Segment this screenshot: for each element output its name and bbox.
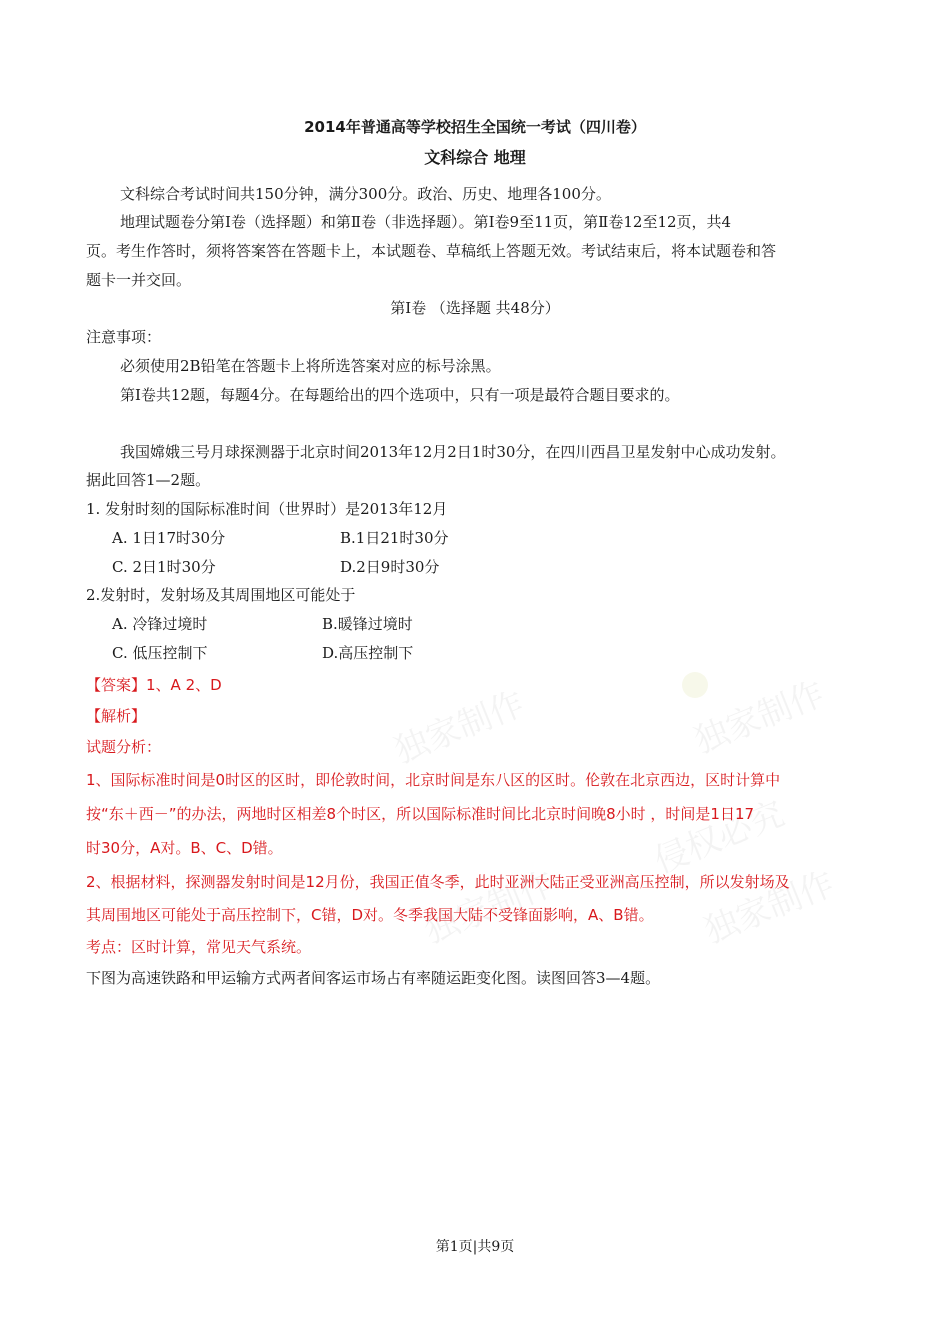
page-footer: 第1页|共9页: [435, 1239, 515, 1255]
question-option: A. 冷锋过境时: [112, 615, 208, 633]
watermark: [646, 786, 790, 882]
document-subtitle: 文科综合 地理: [424, 148, 526, 167]
material-text-line1: 我国嫦娥三号月球探测器于北京时间2013年12月2日1时30分，在四川西昌卫星发射中心成功发射。: [120, 443, 786, 461]
question-option: B.1日21时30分: [340, 529, 449, 547]
analysis-1-line2: 按“东＋西－”的办法，两地时区相差8个时区，所以国际标准时间比北京时间晚8小时 ，时间是1日17: [86, 805, 755, 823]
intro-paragraph-2-line3: 题卡一并交回。: [86, 271, 192, 289]
analysis-label: 【解析】: [86, 707, 147, 725]
analysis-2-line1: 2、根据材料，探测器发射时间是12月份，我国正值冬季，此时亚洲大陆正受亚洲高压控制，所以发射场及: [86, 873, 790, 891]
analysis-2-line2: 其周围地区可能处于高压控制下，C错，D对。冬季我国大陆不受锋面影响，A、B错。: [86, 906, 654, 924]
watermark-logo-icon: [682, 672, 708, 698]
notice-item: 第Ⅰ卷共12题，每题4分。在每题给出的四个选项中，只有一项是最符合题目要求的。: [120, 386, 680, 404]
question-option: B.暖锋过境时: [322, 615, 413, 633]
notice-label: 注意事项：: [86, 328, 162, 346]
question-option: D.2日9时30分: [340, 558, 440, 576]
watermark: [686, 666, 830, 762]
material-text-line2: 据此回答1—2题。: [86, 471, 211, 489]
analysis-1-line3: 时30分，A对。B、C、D错。: [86, 839, 283, 857]
question-option: C. 低压控制下: [112, 644, 208, 662]
next-material-text: 下图为高速铁路和甲运输方式两者间客运市场占有率随运距变化图。读图回答3—4题。: [86, 969, 661, 987]
intro-paragraph-2-line2: 页。考生作答时，须将答案答在答题卡上，本试题卷、草稿纸上答题无效。考试结束后，将本试题卷和答: [86, 242, 777, 260]
intro-paragraph-2-line1: 地理试题卷分第Ⅰ卷（选择题）和第Ⅱ卷（非选择题）。第Ⅰ卷9至11页，第Ⅱ卷12至12页，共4: [120, 213, 732, 231]
intro-paragraph-1: 文科综合考试时间共150分钟，满分300分。政治、历史、地理各100分。: [120, 185, 611, 203]
notice-item: 必须使用2B铅笔在答题卡上将所选答案对应的标号涂黑。: [120, 357, 501, 375]
keypoint: 考点：区时计算，常见天气系统。: [86, 938, 312, 956]
watermark: [386, 676, 530, 772]
answer-label: 【答案】1、A 2、D: [86, 676, 222, 694]
analysis-1-line1: 1、国际标准时间是0时区的区时，即伦敦时间，北京时间是东八区的区时。伦敦在北京西边，区时计算中: [86, 771, 781, 789]
watermark: [696, 856, 840, 952]
analysis-title: 试题分析：: [86, 738, 162, 756]
question-stem: 2.发射时，发射场及其周围地区可能处于: [86, 586, 356, 604]
document-title: 2014年普通高等学校招生全国统一考试（四川卷）: [304, 118, 646, 136]
section-heading: 第Ⅰ卷 （选择题 共48分）: [390, 299, 560, 317]
question-stem: 1. 发射时刻的国际标准时间（世界时）是2013年12月: [86, 500, 448, 518]
question-option: C. 2日1时30分: [112, 558, 216, 576]
question-option: A. 1日17时30分: [112, 529, 226, 547]
question-option: D.高压控制下: [322, 644, 414, 662]
